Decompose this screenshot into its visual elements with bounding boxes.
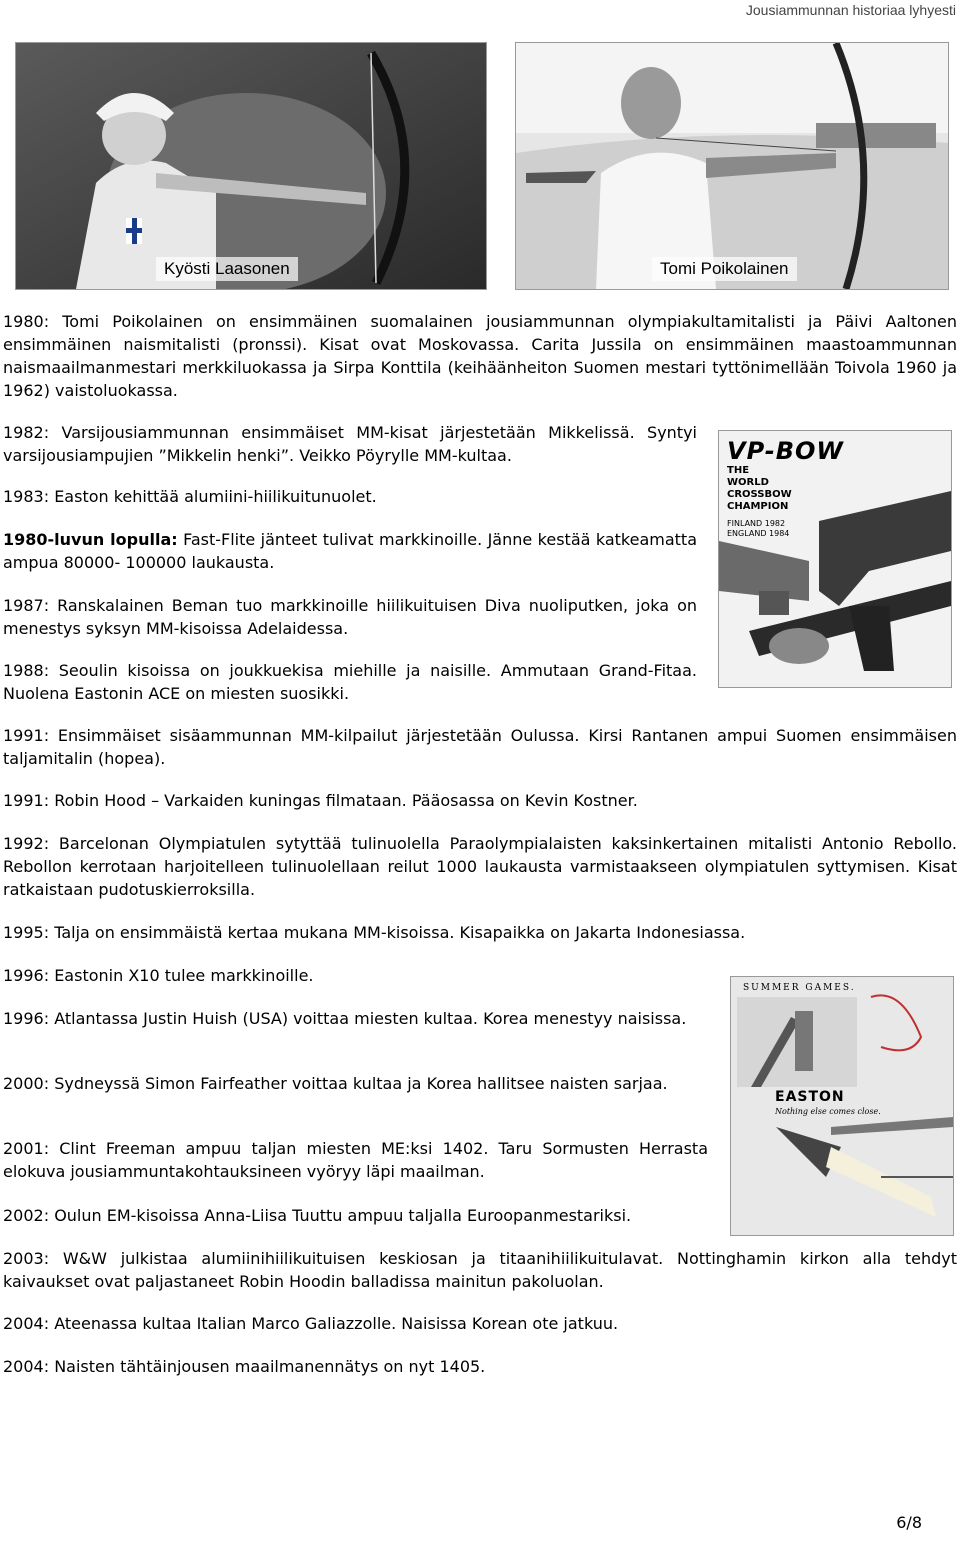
entry-2004-a — [3, 1312, 957, 1335]
page-number: 6/8 — [896, 1513, 922, 1532]
easton-ad-tagline: Nothing else comes close. — [775, 1107, 881, 1116]
entry-1980 — [3, 310, 957, 402]
entry-1996-a — [3, 964, 708, 987]
entry-text: Fast-Flite jänteet tulivat markkinoille. Jänne kestää katkeamatta ampua 80000- 100000 laukausta. — [3, 530, 698, 572]
entry-year: 2000 — [3, 1074, 44, 1093]
entry-1991-b — [3, 789, 957, 812]
entry-text: : Atlantassa Justin Huish (USA) voittaa miesten kultaa. Korea menestyy naisissa. — [43, 1009, 687, 1028]
easton-ad-brand: EASTON — [775, 1089, 845, 1105]
entry-year: 2004 — [3, 1314, 44, 1333]
caption-left: Kyösti Laasonen — [156, 257, 298, 281]
entry-1982 — [3, 421, 697, 467]
entry-year: 2001 — [3, 1139, 44, 1158]
entry-1995 — [3, 921, 957, 944]
caption-right: Tomi Poikolainen — [652, 257, 797, 281]
entry-text: : Ensimmäiset sisäammunnan MM-kilpailut järjestetään Oulussa. Kirsi Rantanen ampui Suomen ensimmäisen taljamitalin (hopea). — [3, 726, 957, 768]
entry-year: 1980 — [3, 312, 44, 331]
entry-text: : Talja on ensimmäistä kertaa mukana MM-kisoissa. Kisapaikka on Jakarta Indonesiassa. — [43, 923, 746, 942]
entry-year: 1988 — [3, 661, 44, 680]
entry-text: : Ranskalainen Beman tuo markkinoille hiilikuituisen Diva nuoliputken, joka on menestys syksyn MM-kisoissa Adelaidessa. — [3, 596, 697, 638]
entry-text: : Varsijousiammunnan ensimmäiset MM-kisat järjestetään Mikkelissä. Syntyi varsijousiampujien ”Mikkelin henki”. Veikko Pöyrylle MM-kultaa. — [3, 423, 697, 465]
entry-2004-b — [3, 1355, 957, 1378]
entry-year: 1991 — [3, 726, 44, 745]
vp-bow-line: THE — [727, 465, 750, 476]
entry-1983 — [3, 485, 697, 508]
vp-bow-line: CHAMPION — [727, 501, 789, 512]
entry-2003 — [3, 1247, 957, 1293]
entry-year: 1983 — [3, 487, 44, 506]
entry-year: 1996 — [3, 1009, 44, 1028]
entry-year: 1982 — [3, 423, 44, 442]
entry-1987 — [3, 594, 697, 640]
entry-1992 — [3, 832, 957, 901]
entry-2001 — [3, 1137, 708, 1183]
vp-bow-line: WORLD — [727, 477, 769, 488]
entry-year: 1980-luvun lopulla: — [3, 530, 178, 549]
entry-2000 — [3, 1072, 708, 1095]
vp-bow-ad-image — [718, 430, 952, 688]
entry-year: 2002 — [3, 1206, 44, 1225]
vp-bow-line: FINLAND 1982 — [727, 519, 786, 528]
entry-year: 1992 — [3, 834, 44, 853]
entry-2002 — [3, 1204, 708, 1227]
vp-bow-ad-text — [727, 437, 844, 539]
entry-text: : Robin Hood – Varkaiden kuningas filmataan. Pääosassa on Kevin Kostner. — [43, 791, 638, 810]
entry-text: : Ateenassa kultaa Italian Marco Galiazzolle. Naisissa Korean ote jatkuu. — [43, 1314, 619, 1333]
entry-year: 2004 — [3, 1357, 44, 1376]
easton-summer-games-ad-image — [730, 976, 954, 1236]
easton-ad-title: SUMMER GAMES. — [743, 983, 856, 993]
entry-text: : Eastonin X10 tulee markkinoille. — [43, 966, 314, 985]
entry-year: 1991 — [3, 791, 44, 810]
vp-bow-logo: VP-BOW — [727, 437, 844, 465]
entry-text: : W&W julkistaa alumiinihiilikuituisen keskiosan ja titaanihiilikuitulavat. Nottinghamin kirkon alla tehdyt kaivaukset ovat paljastaneet Robin Hoodin balladissa mainitun pakoluolan. — [3, 1249, 957, 1291]
entry-year: 2003 — [3, 1249, 44, 1268]
entry-text: : Sydneyssä Simon Fairfeather voittaa kultaa ja Korea hallitsee naisten sarjaa. — [43, 1074, 668, 1093]
entry-text: : Oulun EM-kisoissa Anna-Liisa Tuuttu ampuu taljalla Euroopanmestariksi. — [43, 1206, 632, 1225]
entry-1980s-end — [3, 528, 697, 574]
entry-text: : Clint Freeman ampuu taljan miesten ME:ksi 1402. Taru Sormusten Herrasta elokuva jousiammuntakohtauksineen vyöryy läpi maailman. — [3, 1139, 708, 1181]
photo-tomi-poikolainen — [515, 42, 949, 290]
entry-text: : Easton kehittää alumiini-hiilikuitunuolet. — [43, 487, 377, 506]
vp-bow-line: ENGLAND 1984 — [727, 529, 790, 538]
entry-year: 1987 — [3, 596, 44, 615]
entry-text: : Seoulin kisoissa on joukkuekisa miehille ja naisille. Ammutaan Grand-Fitaa. Nuolena Eastonin ACE on miesten suosikki. — [3, 661, 697, 703]
running-header: Jousiammunnan historiaa lyhyesti — [745, 2, 956, 18]
entry-text: : Tomi Poikolainen on ensimmäinen suomalainen jousiammunnan olympiakultamitalisti ja Päivi Aaltonen ensimmäinen naismitalisti (pronssi). Kisat ovat Moskovassa. Carita Jussila on ensimmäinen maastoammunnan naismaailmanmestari merkkiluokassa ja Sirpa Konttila (keihäänheiton Suomen mestari tyttönimellään Toivola 1960 ja 1962) vaistoluokassa. — [3, 312, 957, 400]
entry-1996-b — [3, 1007, 708, 1030]
entry-text: : Naisten tähtäinjousen maailmanennätys on nyt 1405. — [43, 1357, 486, 1376]
entry-year: 1996 — [3, 966, 44, 985]
vp-bow-line: CROSSBOW — [727, 489, 792, 500]
entry-year: 1995 — [3, 923, 44, 942]
photo-kyosti-laasonen — [15, 42, 487, 290]
entry-text: : Barcelonan Olympiatulen sytyttää tulinuolella Paraolympialaisten kaksinkertainen mitalisti Antonio Rebollo. Rebollon kerrotaan harjoitelleen tulinuolellaan reilut 1000 laukausta varmistaakseen olympiatulen syttymisen. Kisat ratkaistaan pudotuskierroksilla. — [3, 834, 957, 899]
entry-1991-a — [3, 724, 957, 770]
entry-1988 — [3, 659, 697, 705]
